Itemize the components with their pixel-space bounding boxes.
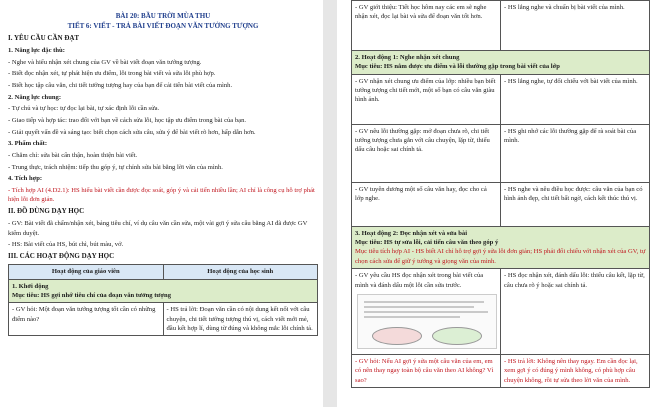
teacher-cell: - GV giới thiệu: Tiết học hôm nay các em sẽ nghe nhận xét, đọc lại bài và sửa để đoạn văn tốt hơn. [352,1,501,51]
activity-title: 1. Khởi động [12,282,49,290]
text-line: - Biết đọc nhận xét, tự phát hiện ưu điểm, lỗi trong bài viết và sửa lỗi phù hợp. [8,70,216,78]
table-row [352,1,650,51]
teacher-text: - GV yêu cầu HS đọc nhận xét trong bài viết của mình và đánh dấu một lỗi cần sửa trước. [355,272,484,289]
text-line: - GV: Bài viết đã chấm/nhận xét, bảng tiêu chí, ví dụ câu văn cần sửa, một vài gợi ý sửa câu bằng AI đã được GV kiểm duyệt. [8,220,308,237]
page-left [0,0,323,407]
teacher-cell: - GV tuyên dương một số câu văn hay, đọc cho cả lớp nghe. [352,182,501,226]
teacher-cell [352,269,501,355]
activity-title: 3. Hoạt động 2: Đọc nhận xét và sửa bài [355,229,468,237]
activity-title: 2. Hoạt động 1: Nghe nhận xét chung [355,54,460,61]
lesson-screenshot-image [357,294,497,349]
student-cell: - HS trả lời: Không nên thay ngay. Em cần đọc lại, xem gợi ý có đúng ý mình không, có phù hợp câu chuyện không, rồi tự sửa theo lời văn của mình. [501,354,650,387]
table-row [352,182,650,226]
text-line: - HS: Bài viết của HS, bút chì, bút màu, vở. [8,241,124,249]
page-right [337,0,650,407]
table-header-teacher: Hoạt động của giáo viên [9,265,164,279]
teacher-cell: - GV hỏi: Nếu AI gợi ý sửa một câu văn của em, em có nên thay ngay toàn bộ câu văn theo AI không? Vì sao? [352,354,501,387]
table-row [352,74,650,124]
teacher-cell: - GV nhận xét chung ưu điểm của lớp: nhiều bạn biết tưởng tượng chi tiết mới, một số bạn có câu văn giàu hình ảnh. [352,74,501,124]
ai-integration-line: - Tích hợp AI (4.D2.1): HS hiểu bài viết cần được đọc soát, góp ý và cải tiến nhiều lần; AI chỉ là công cụ hỗ trợ phát hiện lỗi đơn giản. [8,186,315,204]
student-cell: - HS ghi nhớ các lỗi thường gặp để rà soát bài của mình. [501,124,650,182]
student-cell: - HS nghe và nêu điều học được: câu văn của bạn có hình ảnh đẹp, chi tiết bất ngờ, cách kết thúc thú vị. [501,182,650,226]
student-cell: - HS lắng nghe, tự đối chiếu với bài viết của mình. [501,74,650,124]
text-line: - Giải quyết vấn đề và sáng tạo: biết chọn cách sửa câu, sửa ý để bài viết rõ hơn, hấp dẫn hơn. [8,128,256,136]
activity-header [9,279,318,303]
ai-goal: Mục tiêu tích hợp AI - HS biết AI chỉ hỗ trợ gợi ý sửa lỗi đơn giản; HS phải đối chiếu với nhận xét của GV, tự chọn cách sửa để giữ ý tưởng và giọng văn của mình. [355,248,646,265]
student-cell: - HS lắng nghe và chuẩn bị bài viết của mình. [501,1,650,51]
sub-heading: 1. Năng lực đặc thù: [8,47,65,55]
activity-goal: Mục tiêu: HS nắm được ưu điểm và lỗi thường gặp trong bài viết của lớp [355,63,560,71]
sub-heading: 2. Năng lực chung: [8,93,62,101]
text-line: - Giao tiếp và hợp tác: trao đổi với bạn về cách sửa lỗi, học tập ưu điểm trong bài của bạn. [8,117,247,125]
section-heading: II. ĐỒ DÙNG DẠY HỌC [8,207,85,215]
activity-goal: Mục tiêu: HS tự sửa lỗi, cải tiến câu văn theo góp ý [355,239,499,247]
lesson-subtitle: TIẾT 6: VIẾT - TRẢ BÀI VIẾT ĐOẠN VĂN TƯỞNG TƯỢNG [67,21,259,30]
teacher-cell: - GV nêu lỗi thường gặp: mở đoạn chưa rõ, chi tiết tưởng tượng chưa gắn với câu chuyện, lặp từ, thiếu dấu câu hoặc sai chính tả. [352,124,501,182]
activity-goal: Mục tiêu: HS gợi nhớ tiêu chí của đoạn văn tưởng tượng [12,291,171,299]
activity-header [352,51,650,75]
activities-table-continued [351,0,650,388]
activity-header [352,226,650,268]
text-line: - Biết học tập câu văn, chi tiết tưởng tượng hay của bạn để cải tiến bài viết của mình. [8,82,233,90]
lesson-title: BÀI 20: BẦU TRỜI MÙA THU [115,12,211,20]
teacher-cell: - GV hỏi: Một đoạn văn tưởng tượng tốt cần có những điểm nào? [9,303,164,336]
section-heading: I. YÊU CẦU CẦN ĐẠT [8,33,80,42]
student-cell: - HS đọc nhận xét, đánh dấu lỗi: thiếu câu kết, lặp từ, câu chưa rõ ý hoặc sai chính tả. [501,269,650,355]
table-row [352,354,650,387]
student-cell: - HS trả lời: Đoạn văn cần có nội dung kết nối với câu chuyện, chi tiết tưởng tượng thú vị, cách viết mới mẻ, đầu kết hợp lí, dùng từ đúng và không mắc lỗi chính tả. [163,303,318,336]
table-header-student: Hoạt động của học sinh [163,265,318,279]
activities-table [8,264,318,336]
text-line: - Trung thực, trách nhiệm: tiếp thu góp ý, tự chỉnh sửa bài bằng lời văn của mình. [8,163,223,171]
text-line: - Tự chủ và tự học: tự đọc lại bài, tự xác định lỗi cần sửa. [8,105,160,113]
table-row [352,269,650,355]
table-row [9,303,318,336]
table-row [352,124,650,182]
sub-heading: 4. Tích hợp: [8,175,43,183]
text-line: - Chăm chỉ: sửa bài cẩn thận, hoàn thiện bài viết. [8,152,138,160]
text-line: - Nghe và hiểu nhận xét chung của GV về bài viết đoạn văn tưởng tượng. [8,58,202,66]
section-heading: III. CÁC HOẠT ĐỘNG DẠY HỌC [8,251,115,260]
sub-heading: 3. Phẩm chất: [8,140,48,148]
